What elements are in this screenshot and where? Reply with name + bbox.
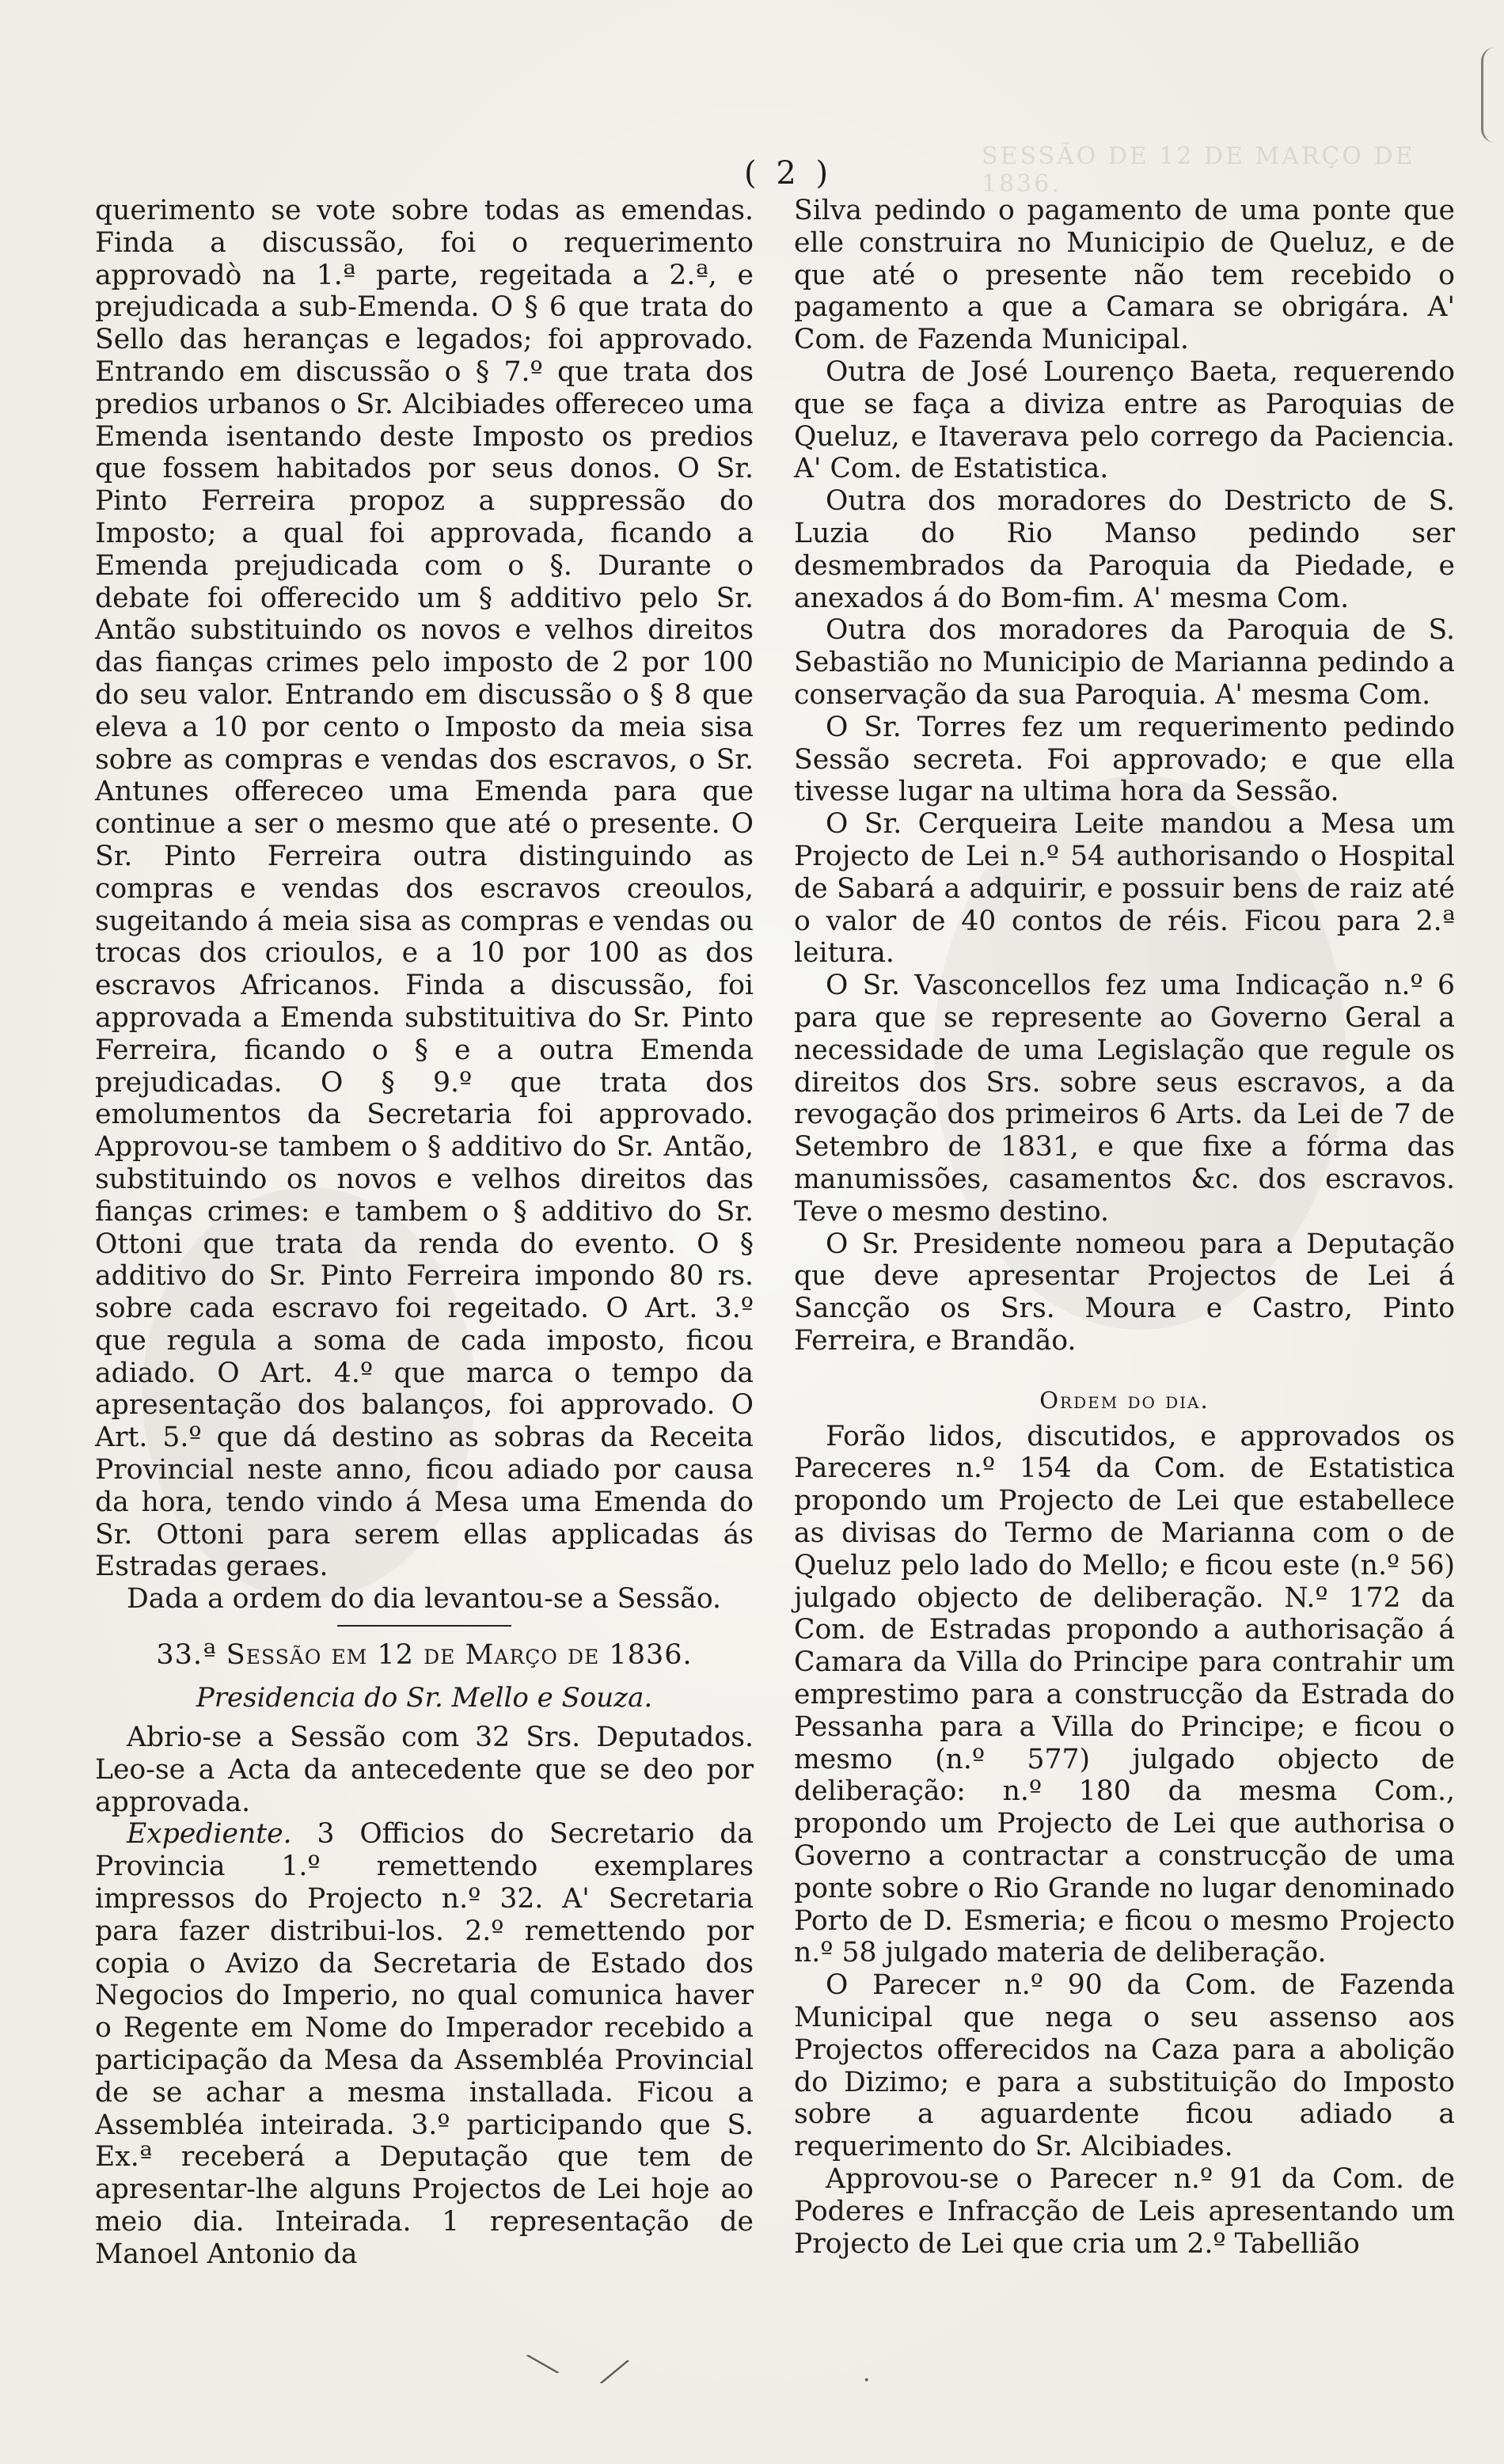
paragraph: O Sr. Cerqueira Leite mandou a Mesa um Projecto de Lei n.º 54 authorisando o Hospital de Sabará a adquirir, e possuir bens de raiz até o valor de 40 contos de réis. Ficou para 2.ª leitura. bbox=[794, 808, 1455, 970]
edge-mark bbox=[1481, 47, 1495, 142]
presidency-line: Presidencia do Sr. Mello e Souza. bbox=[196, 1682, 653, 1714]
paragraph: Dada a ordem do dia levantou-se a Sessão. bbox=[127, 1583, 722, 1615]
bleed-through-header: SESSÃO DE 12 DE MARÇO DE 1836. bbox=[982, 142, 1415, 198]
paragraph: Approvou-se o Parecer n.º 91 da Com. de Poderes e Infracção de Leis apresentando um Projecto de Lei que cria um 2.º Tabellião bbox=[794, 2163, 1455, 2260]
paragraph: Outra de José Lourenço Baeta, requerendo que se faça a diviza entre as Paroquias de Queluz, e Itaverava pelo corrego da Paciencia. A' Com. de Estatistica. bbox=[794, 355, 1455, 485]
paragraph: querimento se vote sobre todas as emendas. Finda a discussão, foi o requerimento approvadò na 1.ª parte, regeitada a 2.ª, e prejudicada a sub-Emenda. O § 6 que trata do Sello das heranças e legados; foi approvado. Entrando em discussão o § 7.º que trata dos predios urbanos o Sr. Alcibiades offereceo uma Emenda isentando deste Imposto os predios que fossem habitados por seus donos. O Sr. Pinto Ferreira propoz a suppressão do Imposto; a qual foi approvada, ficando a Emenda prejudicada com o §. Durante o debate foi offerecido um § additivo pelo Sr. Antão substituindo os novos e velhos direitos das fianças crimes pelo imposto de 2 por 100 do seu valor. Entrando em discussão o § 8 que eleva a 10 por cento o Imposto da meia sisa sobre as compras e vendas dos escravos, o Sr. Antunes offereceo uma Emenda para que continue a ser o mesmo que até o presente. O Sr. Pinto Ferreira outra distinguindo as compras e vendas dos escravos creoulos, sugeitando á meia sisa as compras e vendas ou trocas dos crioulos, e a 10 por 100 as dos escravos Africanos. Finda a discussão, foi approvada a Emenda substituitiva do Sr. Pinto Ferreira, ficando o § e a outra Emenda prejudicadas. O § 9.º que trata dos emolumentos da Secretaria foi approvado. Approvou-se tambem o § additivo do Sr. Antão, substituindo os novos e velhos direitos das fianças crimes: e tambem o § additivo do Sr. Ottoni que trata da renda do evento. O § additivo do Sr. Pinto Ferreira impondo 80 rs. sobre cada escravo foi regeitado. O Art. 3.º que regula a soma de cada imposto, ficou adiado. O Art. 4.º que marca o tempo da apresentação dos balanços, foi approvado. O Art. 5.º que dá destino as sobras da Receita Provincial neste anno, ficou adiado por causa da hora, tendo vindo á Mesa uma Emenda do Sr. Ottoni para serem ellas applicadas ás Estradas geraes. bbox=[95, 195, 754, 1583]
ink-mark: ⟋ bbox=[598, 2348, 631, 2396]
paragraph: Outra dos moradores da Paroquia de S. Sebastião no Municipio de Marianna pedindo a conservação da sua Paroquia. A' mesma Com. bbox=[794, 614, 1455, 711]
ink-mark: · bbox=[863, 2367, 871, 2394]
page-number: ( 2 ) bbox=[744, 155, 834, 192]
paragraph: Abrio-se a Sessão com 32 Srs. Deputados. Leo-se a Acta da antecedente que se deo por approvada. bbox=[95, 1722, 754, 1818]
session-heading: Sessão em 12 de Março de 1836. bbox=[226, 1639, 693, 1672]
paragraph: Silva pedindo o pagamento de uma ponte que elle construira no Municipio de Queluz, e de que até o presente não tem recebido o pagamento a que a Camara se obrigára. A' Com. de Fazenda Municipal. bbox=[794, 195, 1455, 356]
section-lead: Expediente. bbox=[127, 1818, 292, 1851]
ink-mark: ⟍ bbox=[523, 2340, 563, 2389]
section-divider bbox=[337, 1625, 511, 1627]
session-number: 33.ª bbox=[156, 1639, 217, 1672]
session-title bbox=[95, 1638, 754, 1672]
paragraph: O Sr. Presidente nomeou para a Deputação que deve apresentar Projectos de Lei á Sancção os Srs. Moura e Castro, Pinto Ferreira, e Brandão. bbox=[794, 1228, 1455, 1357]
paragraph: O Sr. Vasconcellos fez uma Indicação n.º 6 para que se represente ao Governo Geral a necessidade de uma Legislação que regule os direitos dos Srs. sobre seus escravos, a da revogação dos primeiros 6 Arts. da Lei de 7 de Setembro de 1831, e que fixe a fórma das manumissões, casamentos &c. dos escravos. Teve o mesmo destino. bbox=[794, 970, 1455, 1228]
paragraph bbox=[95, 1818, 754, 2270]
paragraph: O Sr. Torres fez um requerimento pedindo Sessão secreta. Foi approvado; e que ella tivesse lugar na ultima hora da Sessão. bbox=[794, 711, 1455, 808]
paragraph: Forão lidos, discutidos, e approvados os Pareceres n.º 154 da Com. de Estatistica propondo um Projecto de Lei que estabellece as divisas do Termo de Marianna com o de Queluz pelo lado do Mello; e ficou este (n.º 56) julgado objecto de deliberação. N.º 172 da Com. de Estradas propondo a authorisação á Camara da Villa do Principe para contrahir um emprestimo para a construcção da Estrada do Pessanha para a Villa do Principe; e ficou o mesmo (n.º 577) julgado objecto de deliberação: n.º 180 da mesma Com., propondo um Projecto de Lei que authorisa o Governo a contractar a construcção de uma ponte sobre o Rio Grande no lugar denominado Porto de D. Esmeria; e ficou o mesmo Projecto n.º 58 julgado materia de deliberação. bbox=[794, 1420, 1455, 1969]
left-column bbox=[95, 195, 754, 2271]
paragraph: O Parecer n.º 90 da Com. de Fazenda Municipal que nega o seu assenso aos Projectos offerecidos na Caza para a abolição do Dizimo; e para a substituição do Imposto sobre a aguardente ficou adiado a requerimento do Sr. Alcibiades. bbox=[794, 1969, 1455, 2163]
paragraph: Outra dos moradores do Destricto de S. Luzia do Rio Manso pedindo ser desmembrados da Paroquia da Piedade, e anexados á do Bom-fim. A' mesma Com. bbox=[794, 485, 1455, 614]
order-of-day-heading: Ordem do dia. bbox=[1039, 1386, 1210, 1414]
paragraph-body: 3 Officios do Secretario da Provincia 1.º remettendo exemplares impressos do Projecto n.º 32. A' Secretaria para fazer distribui-los. 2.º remettendo por copia o Avizo da Secretaria de Estado dos Negocios do Imperio, no qual comunica haver o Regente em Nome do Imperador recebido a participação da Mesa da Assembléa Provincial de se achar a mesma installada. Ficou a Assembléa inteirada. 3.º participando que S. Ex.ª receberá a Deputação que tem de apresentar-lhe alguns Projectos de Lei hoje ao meio dia. Inteirada. 1 representação de Manoel Antonio da bbox=[95, 1818, 754, 2270]
right-column bbox=[794, 195, 1455, 2260]
